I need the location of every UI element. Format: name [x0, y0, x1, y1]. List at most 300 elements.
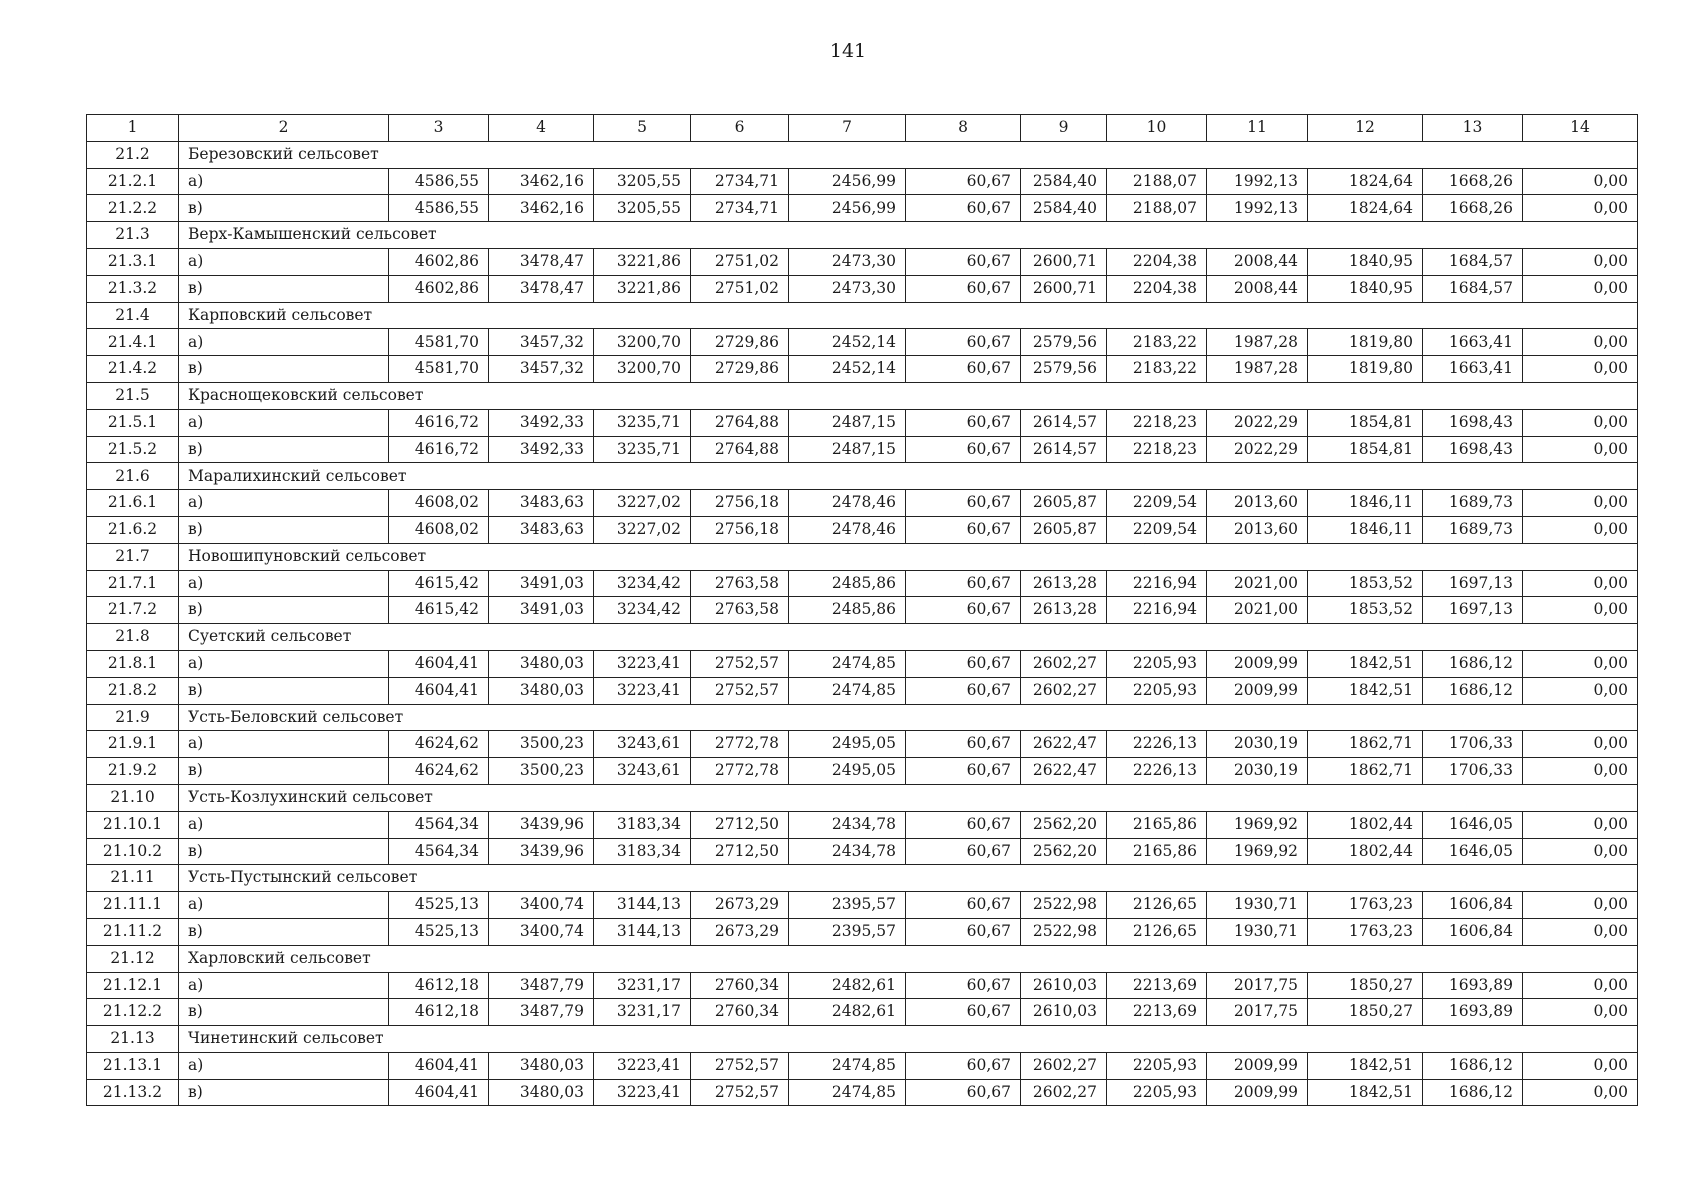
table-cell: 0,00: [1523, 436, 1638, 463]
table-cell: 1663,41: [1423, 356, 1523, 383]
row-number: 21.3.1: [87, 248, 179, 275]
table-cell: 0,00: [1523, 570, 1638, 597]
table-cell: 2452,14: [789, 329, 906, 356]
row-label: а): [179, 892, 389, 919]
table-cell: 2602,27: [1021, 677, 1107, 704]
table-cell: 60,67: [906, 999, 1021, 1026]
table-cell: 2218,23: [1107, 436, 1207, 463]
table-cell: 1842,51: [1308, 1052, 1423, 1079]
table-cell: 4615,42: [389, 570, 489, 597]
table-cell: 3223,41: [594, 677, 691, 704]
column-header: 12: [1308, 115, 1423, 142]
table-cell: 2017,75: [1207, 972, 1308, 999]
table-cell: 2226,13: [1107, 758, 1207, 785]
table-cell: 3478,47: [489, 248, 594, 275]
table-cell: 2610,03: [1021, 972, 1107, 999]
table-cell: 2751,02: [691, 248, 789, 275]
table-cell: 3231,17: [594, 972, 691, 999]
row-label: в): [179, 918, 389, 945]
table-cell: 2614,57: [1021, 409, 1107, 436]
table-cell: 4608,02: [389, 490, 489, 517]
table-cell: 2763,58: [691, 570, 789, 597]
row-number: 21.4.2: [87, 356, 179, 383]
table-cell: 2673,29: [691, 892, 789, 919]
table-cell: 2009,99: [1207, 650, 1308, 677]
table-cell: 2610,03: [1021, 999, 1107, 1026]
section-row: [87, 704, 1638, 731]
table-cell: 0,00: [1523, 490, 1638, 517]
table-cell: 3223,41: [594, 1052, 691, 1079]
table-cell: 1697,13: [1423, 597, 1523, 624]
row-number: 21.6: [87, 463, 179, 490]
row-number: 21.10.2: [87, 838, 179, 865]
table-cell: 2562,20: [1021, 838, 1107, 865]
table-row: [87, 838, 1638, 865]
section-name: Усть-Пустынский сельсовет: [179, 865, 1638, 892]
column-header: 13: [1423, 115, 1523, 142]
row-label: а): [179, 329, 389, 356]
table-cell: 3235,71: [594, 409, 691, 436]
table-cell: 2395,57: [789, 892, 906, 919]
table-cell: 3205,55: [594, 195, 691, 222]
table-cell: 1686,12: [1423, 1079, 1523, 1106]
row-number: 21.6.1: [87, 490, 179, 517]
table-cell: 1606,84: [1423, 892, 1523, 919]
table-cell: 60,67: [906, 436, 1021, 463]
table-cell: 2183,22: [1107, 356, 1207, 383]
table-cell: 1969,92: [1207, 838, 1308, 865]
table-cell: 3235,71: [594, 436, 691, 463]
row-label: в): [179, 436, 389, 463]
tariff-table: [86, 114, 1638, 1106]
table-cell: 2752,57: [691, 1052, 789, 1079]
table-cell: 2017,75: [1207, 999, 1308, 1026]
row-number: 21.2.1: [87, 168, 179, 195]
row-number: 21.9.2: [87, 758, 179, 785]
row-number: 21.12: [87, 945, 179, 972]
row-number: 21.10: [87, 784, 179, 811]
table-cell: 4602,86: [389, 275, 489, 302]
table-row: [87, 1052, 1638, 1079]
table-cell: 3243,61: [594, 731, 691, 758]
section-name: Новошипуновский сельсовет: [179, 543, 1638, 570]
column-header: 2: [179, 115, 389, 142]
table-cell: 2205,93: [1107, 1052, 1207, 1079]
table-cell: 1646,05: [1423, 838, 1523, 865]
row-number: 21.6.2: [87, 516, 179, 543]
table-cell: 2751,02: [691, 275, 789, 302]
table-cell: 4604,41: [389, 1052, 489, 1079]
table-cell: 4525,13: [389, 918, 489, 945]
row-number: 21.11.1: [87, 892, 179, 919]
table-row: [87, 409, 1638, 436]
table-cell: 4608,02: [389, 516, 489, 543]
table-cell: 2734,71: [691, 195, 789, 222]
row-label: в): [179, 356, 389, 383]
section-name: Верх-Камышенский сельсовет: [179, 222, 1638, 249]
table-cell: 2126,65: [1107, 892, 1207, 919]
table-cell: 1802,44: [1308, 838, 1423, 865]
table-cell: 1842,51: [1308, 650, 1423, 677]
table-cell: 3457,32: [489, 329, 594, 356]
section-name: Харловский сельсовет: [179, 945, 1638, 972]
table-cell: 1987,28: [1207, 356, 1308, 383]
table-cell: 2126,65: [1107, 918, 1207, 945]
table-cell: 2562,20: [1021, 811, 1107, 838]
table-cell: 3183,34: [594, 811, 691, 838]
table-cell: 1862,71: [1308, 758, 1423, 785]
table-cell: 2434,78: [789, 838, 906, 865]
table-cell: 1646,05: [1423, 811, 1523, 838]
table-cell: 2522,98: [1021, 892, 1107, 919]
table-cell: 2021,00: [1207, 570, 1308, 597]
table-cell: 2395,57: [789, 918, 906, 945]
table-cell: 0,00: [1523, 758, 1638, 785]
table-row: [87, 650, 1638, 677]
table-cell: 2729,86: [691, 356, 789, 383]
column-header: 7: [789, 115, 906, 142]
table-cell: 60,67: [906, 248, 1021, 275]
row-number: 21.13.1: [87, 1052, 179, 1079]
table-cell: 60,67: [906, 918, 1021, 945]
table-cell: 2013,60: [1207, 490, 1308, 517]
table-cell: 2474,85: [789, 677, 906, 704]
table-cell: 4612,18: [389, 972, 489, 999]
table-cell: 2622,47: [1021, 758, 1107, 785]
row-number: 21.8.2: [87, 677, 179, 704]
table-cell: 3487,79: [489, 972, 594, 999]
table-cell: 2478,46: [789, 490, 906, 517]
row-number: 21.9: [87, 704, 179, 731]
table-cell: 3223,41: [594, 1079, 691, 1106]
table-cell: 3492,33: [489, 436, 594, 463]
row-label: в): [179, 195, 389, 222]
table-cell: 1668,26: [1423, 195, 1523, 222]
table-cell: 0,00: [1523, 999, 1638, 1026]
table-cell: 3483,63: [489, 490, 594, 517]
table-cell: 2452,14: [789, 356, 906, 383]
table-cell: 3144,13: [594, 918, 691, 945]
table-cell: 2474,85: [789, 650, 906, 677]
table-cell: 2474,85: [789, 1079, 906, 1106]
table-cell: 4604,41: [389, 650, 489, 677]
row-number: 21.8.1: [87, 650, 179, 677]
table-cell: 1706,33: [1423, 758, 1523, 785]
table-cell: 2487,15: [789, 409, 906, 436]
table-cell: 60,67: [906, 409, 1021, 436]
table-cell: 1698,43: [1423, 436, 1523, 463]
table-cell: 2478,46: [789, 516, 906, 543]
table-cell: 60,67: [906, 356, 1021, 383]
table-cell: 2226,13: [1107, 731, 1207, 758]
table-cell: 60,67: [906, 758, 1021, 785]
table-cell: 2209,54: [1107, 516, 1207, 543]
table-cell: 2008,44: [1207, 275, 1308, 302]
section-name: Суетский сельсовет: [179, 624, 1638, 651]
table-cell: 3439,96: [489, 838, 594, 865]
table-cell: 2188,07: [1107, 168, 1207, 195]
table-row: [87, 329, 1638, 356]
table-cell: 2188,07: [1107, 195, 1207, 222]
column-header: 4: [489, 115, 594, 142]
table-cell: 2602,27: [1021, 1052, 1107, 1079]
table-cell: 2009,99: [1207, 677, 1308, 704]
table-cell: 60,67: [906, 677, 1021, 704]
table-cell: 2760,34: [691, 999, 789, 1026]
table-cell: 2165,86: [1107, 811, 1207, 838]
table-cell: 4615,42: [389, 597, 489, 624]
table-cell: 1686,12: [1423, 1052, 1523, 1079]
table-cell: 1987,28: [1207, 329, 1308, 356]
table-cell: 2613,28: [1021, 570, 1107, 597]
table-cell: 0,00: [1523, 731, 1638, 758]
table-cell: 1854,81: [1308, 409, 1423, 436]
table-cell: 2485,86: [789, 570, 906, 597]
row-label: а): [179, 972, 389, 999]
table-cell: 0,00: [1523, 195, 1638, 222]
table-cell: 2473,30: [789, 248, 906, 275]
section-name: Маралихинский сельсовет: [179, 463, 1638, 490]
section-row: [87, 382, 1638, 409]
table-cell: 60,67: [906, 597, 1021, 624]
table-row: [87, 677, 1638, 704]
table-cell: 60,67: [906, 972, 1021, 999]
table-cell: 4581,70: [389, 356, 489, 383]
table-cell: 2495,05: [789, 731, 906, 758]
section-row: [87, 1026, 1638, 1053]
table-cell: 2605,87: [1021, 490, 1107, 517]
table-cell: 4564,34: [389, 838, 489, 865]
column-header: 8: [906, 115, 1021, 142]
table-cell: 1663,41: [1423, 329, 1523, 356]
table-cell: 2482,61: [789, 972, 906, 999]
section-row: [87, 624, 1638, 651]
table-cell: 3480,03: [489, 1079, 594, 1106]
row-number: 21.4: [87, 302, 179, 329]
row-number: 21.2.2: [87, 195, 179, 222]
table-cell: 3462,16: [489, 195, 594, 222]
table-cell: 2752,57: [691, 1079, 789, 1106]
table-cell: 4586,55: [389, 168, 489, 195]
table-cell: 2030,19: [1207, 731, 1308, 758]
table-cell: 2600,71: [1021, 275, 1107, 302]
table-cell: 1698,43: [1423, 409, 1523, 436]
table-cell: 2614,57: [1021, 436, 1107, 463]
table-cell: 4624,62: [389, 758, 489, 785]
section-name: Березовский сельсовет: [179, 141, 1638, 168]
table-cell: 4612,18: [389, 999, 489, 1026]
table-row: [87, 490, 1638, 517]
table-cell: 2204,38: [1107, 275, 1207, 302]
table-cell: 1668,26: [1423, 168, 1523, 195]
table-cell: 2602,27: [1021, 650, 1107, 677]
table-cell: 2763,58: [691, 597, 789, 624]
row-label: а): [179, 409, 389, 436]
row-number: 21.8: [87, 624, 179, 651]
row-number: 21.13.2: [87, 1079, 179, 1106]
column-header: 1: [87, 115, 179, 142]
table-cell: 2756,18: [691, 516, 789, 543]
row-number: 21.13: [87, 1026, 179, 1053]
table-cell: 4604,41: [389, 677, 489, 704]
table-cell: 4624,62: [389, 731, 489, 758]
table-cell: 2764,88: [691, 409, 789, 436]
table-cell: 4604,41: [389, 1079, 489, 1106]
table-row: [87, 1079, 1638, 1106]
table-cell: 4525,13: [389, 892, 489, 919]
section-row: [87, 865, 1638, 892]
row-label: в): [179, 516, 389, 543]
table-cell: 2613,28: [1021, 597, 1107, 624]
column-header: 5: [594, 115, 691, 142]
row-label: а): [179, 811, 389, 838]
table-cell: 2734,71: [691, 168, 789, 195]
row-label: в): [179, 597, 389, 624]
column-header: 14: [1523, 115, 1638, 142]
table-cell: 2205,93: [1107, 650, 1207, 677]
row-label: в): [179, 275, 389, 302]
table-cell: 2216,94: [1107, 597, 1207, 624]
table-cell: 2456,99: [789, 195, 906, 222]
table-cell: 2209,54: [1107, 490, 1207, 517]
row-label: а): [179, 731, 389, 758]
table-cell: 2772,78: [691, 758, 789, 785]
table-row: [87, 597, 1638, 624]
table-cell: 2600,71: [1021, 248, 1107, 275]
row-number: 21.12.2: [87, 999, 179, 1026]
section-row: [87, 463, 1638, 490]
table-cell: 1850,27: [1308, 972, 1423, 999]
table-cell: 2013,60: [1207, 516, 1308, 543]
table-cell: 3200,70: [594, 329, 691, 356]
row-number: 21.7.2: [87, 597, 179, 624]
section-row: [87, 222, 1638, 249]
table-cell: 60,67: [906, 892, 1021, 919]
table-cell: 2021,00: [1207, 597, 1308, 624]
table-cell: 1763,23: [1308, 892, 1423, 919]
table-cell: 2772,78: [691, 731, 789, 758]
row-label: в): [179, 838, 389, 865]
table-row: [87, 892, 1638, 919]
table-cell: 0,00: [1523, 1079, 1638, 1106]
row-label: в): [179, 1079, 389, 1106]
table-row: [87, 570, 1638, 597]
table-row: [87, 275, 1638, 302]
table-cell: 2622,47: [1021, 731, 1107, 758]
table-cell: 1819,80: [1308, 356, 1423, 383]
table-cell: 3483,63: [489, 516, 594, 543]
table-cell: 60,67: [906, 490, 1021, 517]
table-cell: 4586,55: [389, 195, 489, 222]
section-row: [87, 784, 1638, 811]
table-cell: 3500,23: [489, 731, 594, 758]
table-cell: 1992,13: [1207, 168, 1308, 195]
table-cell: 0,00: [1523, 597, 1638, 624]
table-cell: 0,00: [1523, 275, 1638, 302]
page-number: 141: [829, 40, 867, 62]
section-row: [87, 302, 1638, 329]
table-cell: 0,00: [1523, 329, 1638, 356]
table-cell: 2473,30: [789, 275, 906, 302]
row-label: а): [179, 650, 389, 677]
table-cell: 3231,17: [594, 999, 691, 1026]
section-row: [87, 543, 1638, 570]
table-cell: 0,00: [1523, 168, 1638, 195]
table-row: [87, 516, 1638, 543]
table-cell: 1693,89: [1423, 999, 1523, 1026]
row-number: 21.5.1: [87, 409, 179, 436]
table-row: [87, 972, 1638, 999]
row-number: 21.5: [87, 382, 179, 409]
table-cell: 3492,33: [489, 409, 594, 436]
section-name: Усть-Беловский сельсовет: [179, 704, 1638, 731]
table-cell: 1840,95: [1308, 248, 1423, 275]
table-cell: 2752,57: [691, 650, 789, 677]
table-cell: 3480,03: [489, 677, 594, 704]
table-cell: 0,00: [1523, 516, 1638, 543]
table-cell: 4602,86: [389, 248, 489, 275]
table-cell: 3227,02: [594, 516, 691, 543]
table-cell: 2584,40: [1021, 168, 1107, 195]
table-cell: 2216,94: [1107, 570, 1207, 597]
table-cell: 3478,47: [489, 275, 594, 302]
table-cell: 1930,71: [1207, 892, 1308, 919]
column-header: 6: [691, 115, 789, 142]
table-cell: 3144,13: [594, 892, 691, 919]
table-cell: 1824,64: [1308, 168, 1423, 195]
table-cell: 0,00: [1523, 838, 1638, 865]
table-row: [87, 731, 1638, 758]
table-cell: 1686,12: [1423, 650, 1523, 677]
table-cell: 1853,52: [1308, 570, 1423, 597]
table-cell: 2760,34: [691, 972, 789, 999]
table-row: [87, 918, 1638, 945]
table-cell: 3223,41: [594, 650, 691, 677]
table-cell: 1606,84: [1423, 918, 1523, 945]
table-cell: 0,00: [1523, 1052, 1638, 1079]
row-label: в): [179, 758, 389, 785]
table-cell: 1850,27: [1308, 999, 1423, 1026]
table-cell: 1686,12: [1423, 677, 1523, 704]
table-cell: 2712,50: [691, 838, 789, 865]
table-cell: 1842,51: [1308, 677, 1423, 704]
table-cell: 2605,87: [1021, 516, 1107, 543]
table-cell: 1846,11: [1308, 490, 1423, 517]
table-cell: 1689,73: [1423, 516, 1523, 543]
table-cell: 1854,81: [1308, 436, 1423, 463]
table-cell: 3234,42: [594, 570, 691, 597]
table-cell: 2756,18: [691, 490, 789, 517]
table-cell: 1819,80: [1308, 329, 1423, 356]
table-cell: 2213,69: [1107, 972, 1207, 999]
table-cell: 2205,93: [1107, 677, 1207, 704]
row-number: 21.7.1: [87, 570, 179, 597]
table-cell: 1824,64: [1308, 195, 1423, 222]
table-cell: 3439,96: [489, 811, 594, 838]
table-cell: 1763,23: [1308, 918, 1423, 945]
table-cell: 1706,33: [1423, 731, 1523, 758]
table-cell: 4616,72: [389, 409, 489, 436]
table-cell: 3491,03: [489, 597, 594, 624]
table-cell: 3457,32: [489, 356, 594, 383]
table-body: [87, 115, 1638, 1106]
table-cell: 1802,44: [1308, 811, 1423, 838]
row-number: 21.5.2: [87, 436, 179, 463]
table-row: [87, 195, 1638, 222]
table-row: [87, 811, 1638, 838]
table-cell: 2487,15: [789, 436, 906, 463]
column-header: 3: [389, 115, 489, 142]
